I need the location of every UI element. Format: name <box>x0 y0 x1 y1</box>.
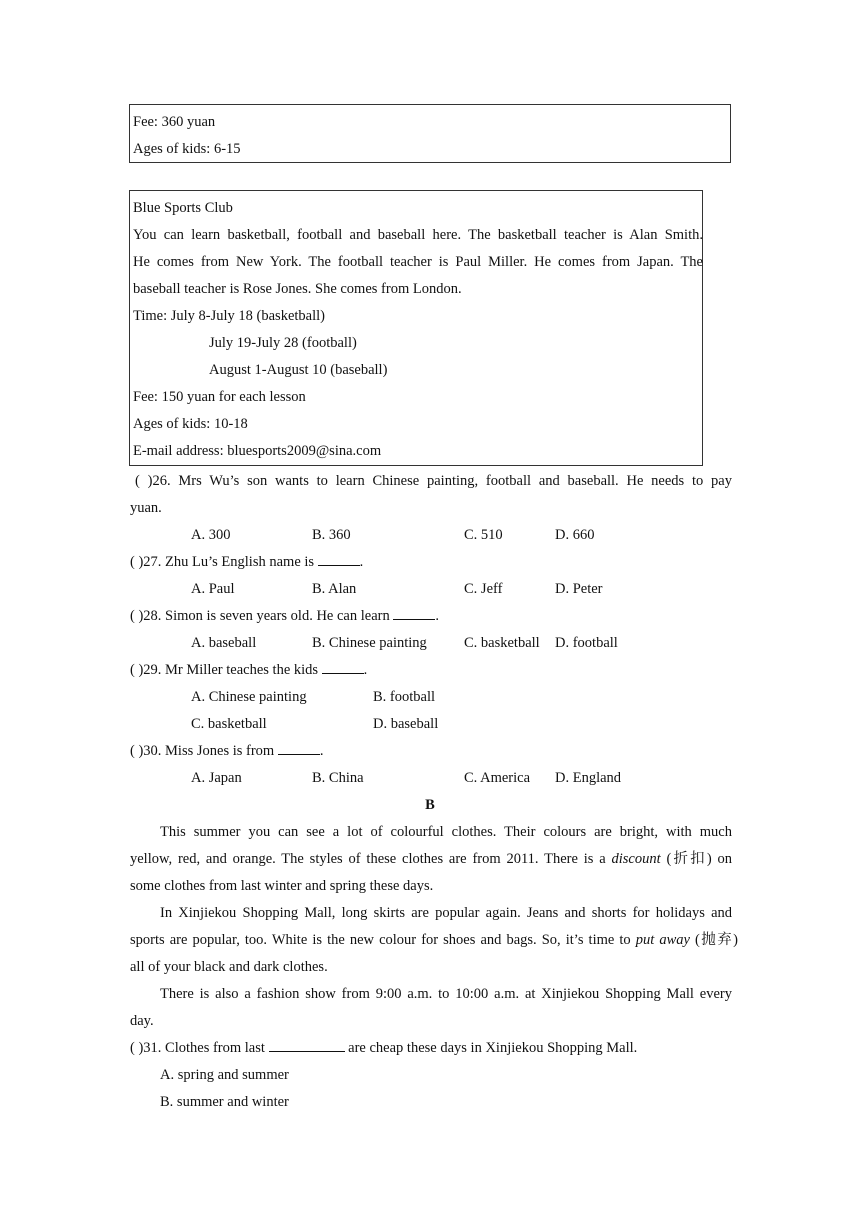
option: D. baseball <box>373 716 439 732</box>
fee-text: Fee: 360 yuan <box>133 114 216 130</box>
option: D. England <box>555 770 622 786</box>
option: B. China <box>312 770 364 786</box>
paragraph-line: all of your black and dark clothes. <box>130 959 328 975</box>
question-26-cont: yuan. <box>130 500 162 516</box>
info-box-fee <box>129 104 731 163</box>
question-27: ( )27. Zhu Lu’s English name is . <box>130 554 364 570</box>
option: C. 510 <box>464 527 503 543</box>
option: B. Alan <box>312 581 357 597</box>
answer-blank <box>269 1039 345 1052</box>
paragraph-line: yellow, red, and orange. The styles of these clothes are from 2011. There is a discount (折扣) on <box>130 851 732 867</box>
option: C. basketball <box>191 716 267 732</box>
club-fee: Fee: 150 yuan for each lesson <box>133 389 306 405</box>
question-28: ( )28. Simon is seven years old. He can learn . <box>130 608 439 624</box>
question-29: ( )29. Mr Miller teaches the kids . <box>130 662 368 678</box>
option: A. Paul <box>191 581 235 597</box>
paragraph-line: In Xinjiekou Shopping Mall, long skirts are popular again. Jeans and shorts for holidays and <box>160 905 732 921</box>
paragraph-line: There is also a fashion show from 9:00 a.m. to 10:00 a.m. at Xinjiekou Shopping Mall every <box>160 986 732 1002</box>
question-30: ( )30. Miss Jones is from . <box>130 743 324 759</box>
blue-sports-club-box <box>129 190 703 466</box>
time-line: Time: July 8-July 18 (basketball) <box>133 308 325 324</box>
club-email: E-mail address: bluesports2009@sina.com <box>133 443 382 459</box>
time-line: August 1-August 10 (baseball) <box>209 362 388 378</box>
question-26: ( )26. Mrs Wu’s son wants to learn Chinese painting, football and baseball. He needs to pay <box>135 473 732 489</box>
option: B. summer and winter <box>160 1094 289 1110</box>
option: A. baseball <box>191 635 257 651</box>
answer-blank <box>393 607 435 620</box>
option: C. Jeff <box>464 581 503 597</box>
paragraph-line: day. <box>130 1013 154 1029</box>
time-line: July 19-July 28 (football) <box>209 335 357 351</box>
option: A. Japan <box>191 770 242 786</box>
option: D. Peter <box>555 581 603 597</box>
club-title: Blue Sports Club <box>133 200 233 216</box>
ages-text: Ages of kids: 6-15 <box>133 141 241 157</box>
club-para-line: You can learn basketball, football and baseball here. The basketball teacher is Alan Smith. <box>133 227 703 243</box>
option: B. Chinese painting <box>312 635 427 651</box>
club-ages: Ages of kids: 10-18 <box>133 416 248 432</box>
option: C. basketball <box>464 635 540 651</box>
answer-blank <box>318 553 360 566</box>
answer-blank <box>322 661 364 674</box>
paragraph-line: some clothes from last winter and spring these days. <box>130 878 434 894</box>
question-31: ( )31. Clothes from last are cheap these days in Xinjiekou Shopping Mall. <box>130 1040 638 1056</box>
answer-blank <box>278 742 320 755</box>
option: D. football <box>555 635 618 651</box>
option: B. 360 <box>312 527 351 543</box>
option: A. Chinese painting <box>191 689 307 705</box>
option: A. spring and summer <box>160 1067 289 1083</box>
club-para-line: baseball teacher is Rose Jones. She comes from London. <box>133 281 462 297</box>
option: B. football <box>373 689 436 705</box>
paragraph-line: sports are popular, too. White is the new colour for shoes and bags. So, it’s time to put away (抛弃) <box>130 932 739 948</box>
option: A. 300 <box>191 527 231 543</box>
paragraph-line: This summer you can see a lot of colourful clothes. Their colours are bright, with much <box>160 824 732 840</box>
section-b-heading: B <box>425 797 435 813</box>
option: C. America <box>464 770 531 786</box>
option: D. 660 <box>555 527 595 543</box>
club-para-line: He comes from New York. The football teacher is Paul Miller. He comes from Japan. The <box>133 254 703 270</box>
